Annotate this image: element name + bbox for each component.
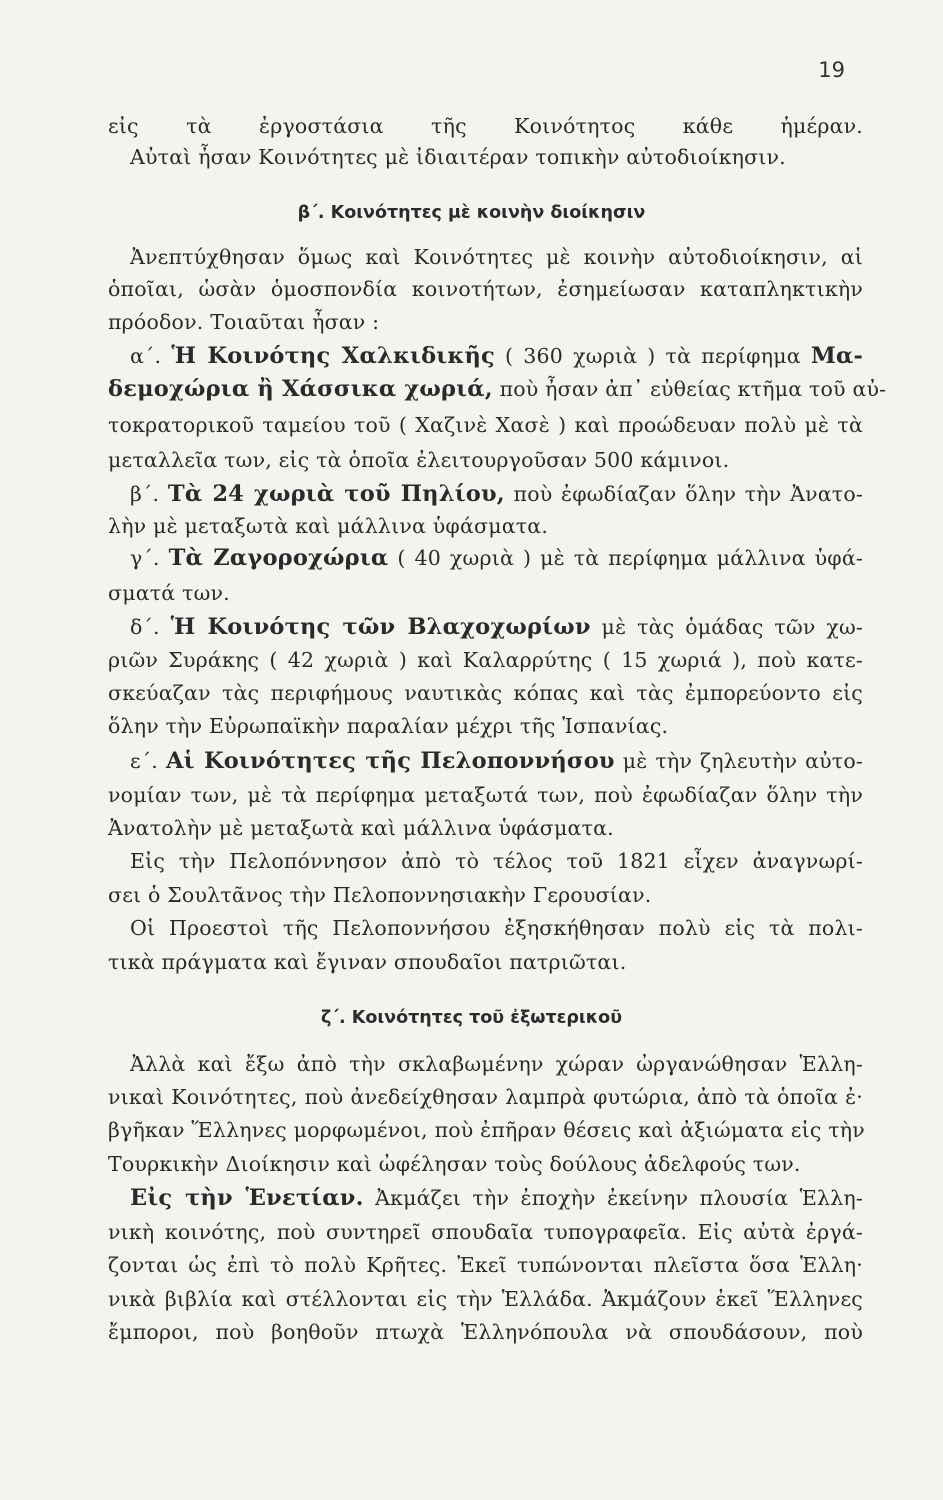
text-line: ἔμποροι, ποὺ βοηθοῦν πτωχὰ Ἑλληνόπουλα νὰ σπουδάσουν, ποὺ xyxy=(108,1320,863,1344)
section-heading: ζ΄. Κοινότητες τοῦ ἐξωτερικοῦ xyxy=(320,1008,623,1028)
text-line: Τουρκικὴν Διοίκησιν καὶ ὠφέλησαν τοὺς δούλους ἀδελφούς των. xyxy=(108,1152,801,1176)
text-line: λὴν μὲ μεταξωτὰ καὶ μάλλινα ὑφάσματα. xyxy=(108,514,549,538)
text-line: Ἀνεπτύχθησαν ὅμως καὶ Κοινότητες μὲ κοινὴν αὐτοδιοίκησιν, αἱ xyxy=(130,245,863,269)
text-line: σει ὁ Σουλτᾶνος τὴν Πελοποννησιακὴν Γερουσίαν. xyxy=(108,883,652,907)
text-line: Εἰς τὴν Ἑνετίαν. Ἀκμάζει τὴν ἐποχὴν ἐκείνην πλουσία Ἑλλη- xyxy=(130,1185,864,1211)
text-line: μεταλλεῖα των, εἰς τὰ ὁποῖα ἐλειτουργοῦσαν 500 κάμινοι. xyxy=(108,448,730,472)
text-line: ε΄. Αἱ Κοινότητες τῆς Πελοποννήσου μὲ τὴν ζηλευτὴν αὐτο- xyxy=(130,748,863,774)
text-line: Οἱ Προεστοὶ τῆς Πελοποννήσου ἐξησκήθησαν πολὺ εἰς τὰ πολι- xyxy=(130,916,863,940)
text-line: τικὰ πράγματα καὶ ἔγιναν σπουδαῖοι πατριῶται. xyxy=(108,950,627,974)
text-line: ὅλην τὴν Εὐρωπαϊκὴν παραλίαν μέχρι τῆς Ἱσπανίας. xyxy=(108,714,669,738)
text-line: εἰς τὰ ἐργοστάσια τῆς Κοινότητος κάθε ἡμέραν. xyxy=(108,114,863,138)
text-line: ζονται ὡς ἐπὶ τὸ πολὺ Κρῆτες. Ἐκεῖ τυπώνονται πλεῖστα ὅσα Ἑλλη· xyxy=(108,1253,863,1277)
text-line: νομίαν των, μὲ τὰ περίφημα μεταξωτά των, ποὺ ἐφωδίαζαν ὅλην τὴν xyxy=(108,783,863,807)
text-line: ριῶν Συράκης ( 42 χωριὰ ) καὶ Καλαρρύτης ( 15 χωριά ), ποὺ κατε- xyxy=(108,648,863,672)
text-line: νικὴ κοινότης, ποὺ συντηρεῖ σπουδαῖα τυπογραφεῖα. Εἰς αὐτὰ ἐργά- xyxy=(108,1220,863,1244)
text-line: τοκρατορικοῦ ταμείου τοῦ ( Χαζινὲ Χασὲ ) καὶ προώδευαν πολὺ μὲ τὰ xyxy=(108,413,863,437)
text-line: πρόοδον. Τοιαῦται ἦσαν : xyxy=(108,310,380,334)
text-line: δ΄. Ἡ Κοινότης τῶν Βλαχοχωρίων μὲ τὰς ὁμάδας τῶν χω- xyxy=(130,614,864,640)
text-line: νικὰ βιβλία καὶ στέλλονται εἰς τὴν Ἑλλάδα. Ἀκμάζουν ἐκεῖ Ἕλληνες xyxy=(108,1287,863,1311)
text-line: Αὐταὶ ἦσαν Κοινότητες μὲ ἰδιαιτέραν τοπικὴν αὐτοδιοίκησιν. xyxy=(130,145,786,169)
text-line: δεμοχώρια ἢ Χάσσικα χωριά, ποὺ ἦσαν ἀπ᾿ εὐθείας κτῆμα τοῦ αὐ- xyxy=(108,376,887,402)
text-line: σματά των. xyxy=(108,581,230,605)
text-line: Εἰς τὴν Πελοπόννησον ἀπὸ τὸ τέλος τοῦ 1821 εἶχεν ἀναγνωρί- xyxy=(130,849,863,873)
text-line: νικαὶ Κοινότητες, ποὺ ἀνεδείχθησαν λαμπρὰ φυτώρια, ἀπὸ τὰ ὁποῖα ἐ· xyxy=(108,1085,863,1109)
text-line: ὁποῖαι, ὡσὰν ὁμοσπονδία κοινοτήτων, ἐσημείωσαν καταπληκτικὴν xyxy=(108,277,863,301)
text-line: γ΄. Τὰ Ζαγοροχώρια ( 40 χωριὰ ) μὲ τὰ περίφημα μάλλινα ὑφά- xyxy=(130,545,863,571)
text-line: β΄. Τὰ 24 χωριὰ τοῦ Πηλίου, ποὺ ἐφωδίαζαν ὅλην τὴν Ἀνατο- xyxy=(130,481,864,507)
section-heading: β΄. Κοινότητες μὲ κοινὴν διοίκησιν xyxy=(297,203,646,223)
text-line: Ἀλλὰ καὶ ἔξω ἀπὸ τὴν σκλαβωμένην χώραν ὠργανώθησαν Ἑλλη- xyxy=(130,1052,863,1076)
text-line: α΄. Ἡ Κοινότης Χαλκιδικῆς ( 360 χωριὰ ) τὰ περίφημα Μα- xyxy=(130,343,864,369)
text-line: Ἀνατολὴν μὲ μεταξωτὰ καὶ μάλλινα ὑφάσματα. xyxy=(108,816,614,840)
text-line: βγῆκαν Ἕλληνες μορφωμένοι, ποὺ ἐπῆραν θέσεις καὶ ἀξιώματα εἰς τὴν xyxy=(108,1118,865,1142)
page-number: 19 xyxy=(818,58,845,82)
text-line: σκεύαζαν τὰς περιφήμους ναυτικὰς κόπας καὶ τὰς ἐμπορεύοντο εἰς xyxy=(108,681,863,705)
